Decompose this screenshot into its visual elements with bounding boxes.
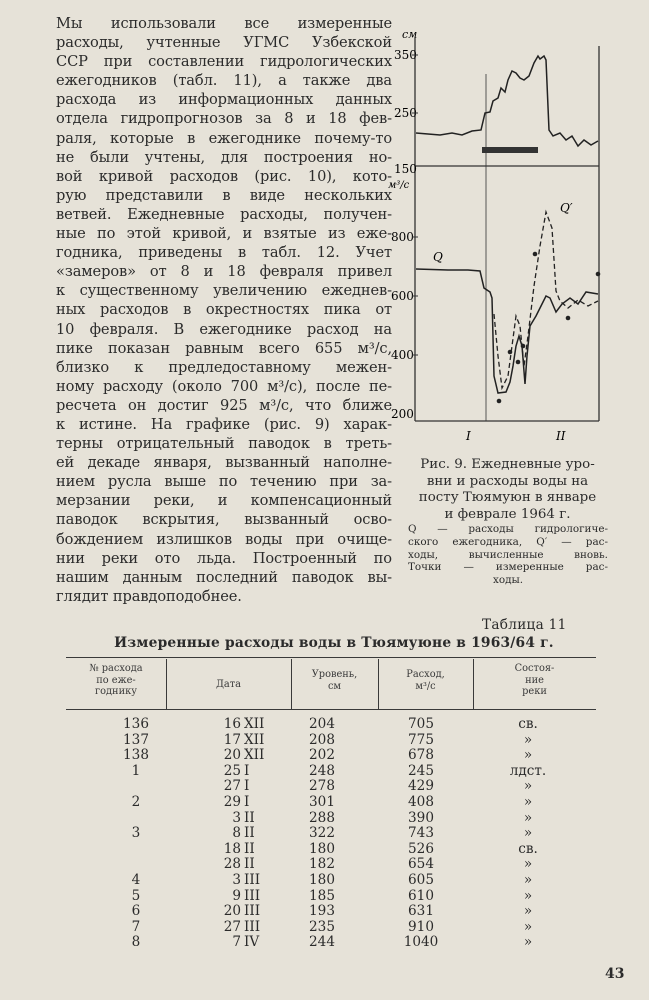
cell-state: » — [523, 778, 533, 795]
ice-period-bar — [482, 147, 538, 153]
cell-num: 5 — [131, 887, 141, 904]
cell-month: II — [244, 856, 255, 873]
cell-day: 17 — [223, 731, 241, 748]
header-state-line: ние — [525, 674, 544, 686]
cell-level: 180 — [309, 872, 335, 888]
header-flow-line: м³/с — [415, 680, 436, 692]
table-row — [66, 888, 596, 904]
table-row — [66, 934, 596, 950]
cell-flow: 678 — [408, 747, 434, 764]
cell-level: 235 — [309, 918, 335, 935]
header-date-line: Дата — [215, 679, 242, 690]
cell-month: XII — [244, 731, 265, 748]
cell-num: 1 — [131, 762, 141, 779]
lower-unit-label: м³/с — [388, 180, 410, 191]
cell-level: 185 — [309, 887, 335, 904]
table-row — [66, 763, 596, 779]
caption-line: посту Тюямуюн в январе — [418, 490, 597, 506]
header-level-line: см — [327, 680, 342, 692]
body-text-line: глядит правдоподобнее. — [56, 587, 242, 605]
cell-num: 2 — [131, 794, 141, 810]
body-text-line: паводок вскрытия, вызванный осво- — [56, 511, 392, 529]
cell-num: 4 — [131, 872, 141, 888]
body-text-line: нии реки ото льда. Построенный по — [56, 549, 392, 567]
body-text-line: к истине. На графике (рис. 9) харак- — [56, 415, 392, 433]
header-num-line: годнику — [94, 686, 137, 698]
upper-tick-150: 150 — [394, 162, 417, 176]
legend-line: ходы. — [492, 574, 524, 587]
cell-level: 278 — [309, 778, 335, 795]
body-text-line: близко к предледоставному межен- — [56, 358, 392, 376]
cell-flow: 610 — [408, 887, 434, 904]
cell-day: 16 — [223, 716, 241, 732]
cell-flow: 705 — [408, 716, 434, 732]
body-text-line: рую представили в виде нескольких — [56, 186, 392, 204]
cell-month: III — [244, 903, 261, 920]
cell-flow: 605 — [408, 872, 434, 888]
body-text-line: ных расходов в окрестностях пика от — [56, 301, 392, 319]
header-flow-line: Расход, — [406, 669, 445, 680]
cell-day: 27 — [223, 918, 241, 935]
page-number: 43 — [605, 966, 625, 982]
cell-day: 7 — [232, 934, 241, 951]
legend-line: Точки — измеренные рас- — [408, 561, 608, 574]
body-text-line: пике показан равным всего 655 м³/с, — [56, 339, 392, 357]
cell-num: 7 — [131, 918, 141, 935]
cell-flow: 743 — [408, 825, 434, 842]
cell-flow: 654 — [408, 856, 434, 873]
header-level — [291, 669, 378, 692]
body-text-line: ССР при составлении гидрологических — [56, 53, 392, 71]
table-row — [66, 903, 596, 919]
body-text-line: не были учтены, для построения но- — [56, 148, 392, 166]
cell-month: II — [244, 840, 255, 857]
table-row — [66, 747, 596, 763]
header-num — [66, 663, 166, 698]
table-top-rule — [66, 657, 596, 658]
cell-level: 301 — [309, 794, 335, 810]
cell-state: лдст. — [509, 762, 547, 779]
body-text-line: раля, которые в ежегоднике почему-то — [56, 129, 392, 147]
body-text-line: к существенному увеличению ежеднев- — [56, 282, 392, 300]
body-text-line: ветвей. Ежедневные расходы, получен- — [56, 205, 392, 223]
header-flow — [378, 669, 473, 692]
q-prime-series-label: Q′ — [560, 201, 573, 215]
table-row — [66, 732, 596, 748]
measured-point — [516, 360, 521, 365]
legend-line: ского ежегодника, Q′ — рас- — [408, 535, 608, 548]
cell-level: 202 — [309, 747, 335, 764]
cell-month: II — [244, 809, 255, 826]
month-label-jan: I — [466, 429, 471, 443]
body-text-line: расхода из информационных данных — [56, 91, 392, 109]
measured-point — [508, 350, 513, 355]
body-text-line: ресчета он достиг 925 м³/с, что ближе — [56, 396, 392, 414]
cell-month: III — [244, 918, 261, 935]
cell-state: » — [523, 747, 533, 764]
table-row — [66, 716, 596, 732]
body-text-line: терны отрицательный паводок в треть- — [56, 435, 392, 453]
body-text-line: нием русла выше по течению при за- — [56, 473, 392, 491]
cell-flow: 1040 — [403, 934, 439, 951]
cell-num: 138 — [123, 747, 149, 764]
cell-month: II — [244, 825, 255, 842]
measured-point — [497, 399, 502, 404]
body-text-line: годника, приведены в табл. 12. Учет — [56, 244, 392, 262]
table-row — [66, 810, 596, 826]
cell-day: 29 — [223, 794, 241, 810]
header-num-line: № расхода — [89, 663, 143, 674]
cell-state: » — [523, 809, 533, 826]
cell-level: 193 — [309, 903, 335, 920]
cell-state: » — [523, 872, 533, 888]
table-row — [66, 794, 596, 810]
cell-level: 204 — [309, 716, 335, 732]
cell-state: » — [523, 731, 533, 748]
cell-state: св. — [518, 840, 538, 857]
cell-level: 288 — [309, 809, 335, 826]
cell-flow: 910 — [408, 918, 434, 935]
cell-day: 20 — [223, 903, 241, 920]
cell-level: 182 — [309, 856, 335, 873]
cell-state: » — [523, 887, 533, 904]
body-text-line: бождением излишков воды при очище- — [56, 530, 392, 548]
header-num-line: по еже- — [96, 674, 136, 686]
cell-day: 8 — [232, 825, 241, 842]
lower-tick-800: 800 — [391, 230, 414, 244]
body-text-line: вой кривой расходов (рис. 10), кото- — [56, 167, 392, 185]
measured-point — [566, 316, 571, 321]
cell-flow: 429 — [408, 778, 434, 795]
figure-legend — [408, 523, 608, 587]
body-text-line: ей декаде января, вызванный наполне- — [56, 454, 392, 472]
legend-line: ходы, вычисленные вновь. — [408, 548, 608, 561]
table-row — [66, 872, 596, 888]
cell-num: 3 — [131, 825, 141, 842]
cell-state: св. — [518, 716, 538, 732]
cell-level: 322 — [309, 825, 335, 842]
cell-day: 20 — [223, 747, 241, 764]
measured-point — [521, 344, 526, 349]
cell-state: » — [523, 856, 533, 873]
lower-tick-400: 400 — [391, 348, 414, 362]
table-number-label: Таблица 11 — [482, 617, 567, 633]
table-title: Измеренные расходы воды в Тюямуюне в 1963/64 г. — [114, 635, 554, 651]
table-row — [66, 856, 596, 872]
measured-point — [533, 252, 538, 257]
body-text-line: расходы, учтенные УГМС Узбекской — [56, 34, 392, 52]
body-text-line: «замеров» от 8 и 18 февраля привел — [56, 263, 392, 281]
lower-tick-200: 200 — [391, 407, 414, 421]
cell-state: » — [523, 903, 533, 920]
cell-level: 208 — [309, 731, 335, 748]
q-yearbook-curve — [416, 269, 598, 393]
q-series-label: Q — [433, 250, 443, 264]
upper-unit-label: см — [402, 28, 418, 41]
cell-flow: 408 — [408, 794, 434, 810]
caption-line: Рис. 9. Ежедневные уро- — [420, 457, 595, 472]
upper-tick-250: 250 — [394, 106, 417, 120]
cell-month: I — [244, 794, 250, 810]
caption-line: и феврале 1964 г. — [444, 506, 571, 522]
table-row — [66, 778, 596, 794]
body-text-line: ному расходу (около 700 м³/с), после пе- — [56, 377, 392, 395]
cell-num: 8 — [131, 934, 141, 951]
cell-day: 27 — [223, 778, 241, 795]
cell-level: 180 — [309, 840, 335, 857]
cell-day: 25 — [223, 762, 241, 779]
cell-flow: 631 — [408, 903, 434, 920]
body-text-line: отдела гидропрогнозов за 8 и 18 фев- — [56, 110, 392, 128]
body-text-line: ежегодников (табл. 11), а также два — [56, 72, 392, 90]
cell-month: XII — [244, 716, 265, 732]
body-text-line: нашим данным последний паводок вы- — [56, 568, 392, 586]
header-level-line: Уровень, — [311, 669, 358, 680]
cell-num: 6 — [131, 903, 141, 920]
cell-state: » — [523, 794, 533, 810]
cell-flow: 390 — [408, 809, 434, 826]
cell-month: IV — [244, 934, 260, 951]
cell-flow: 526 — [408, 840, 434, 857]
body-paragraph — [56, 14, 392, 606]
cell-day: 3 — [232, 809, 241, 826]
cell-month: III — [244, 872, 261, 888]
water-level-curve — [416, 56, 598, 146]
cell-month: I — [244, 762, 250, 779]
cell-day: 3 — [232, 872, 241, 888]
table-row — [66, 919, 596, 935]
level-discharge-figure — [388, 16, 613, 446]
table-row — [66, 825, 596, 841]
cell-num: 137 — [123, 731, 149, 748]
body-text-line: Мы использовали все измеренные — [56, 15, 392, 32]
cell-flow: 775 — [408, 731, 434, 748]
header-state-line: Состоя- — [514, 663, 555, 674]
cell-flow: 245 — [408, 762, 434, 779]
cell-day: 28 — [223, 856, 241, 873]
cell-level: 244 — [309, 934, 335, 951]
lower-tick-600: 600 — [391, 289, 414, 303]
month-label-feb: II — [556, 429, 566, 443]
cell-month: III — [244, 887, 261, 904]
measured-point — [596, 272, 601, 277]
table-header-rule — [66, 709, 596, 710]
cell-day: 18 — [223, 840, 241, 857]
cell-month: I — [244, 778, 250, 795]
cell-state: » — [523, 918, 533, 935]
body-text-line: мерзании реки, и компенсационный — [56, 492, 392, 510]
caption-line: вни и расходы воды на — [426, 473, 589, 489]
cell-level: 248 — [309, 762, 335, 779]
legend-line: Q — расходы гидрологиче- — [408, 523, 608, 535]
cell-state: » — [523, 934, 533, 951]
q-prime-dashed-curve — [494, 212, 598, 388]
header-state — [473, 663, 596, 698]
cell-day: 9 — [232, 887, 241, 904]
table-row — [66, 841, 596, 857]
figure-caption — [405, 457, 610, 523]
cell-num: 136 — [123, 716, 149, 732]
body-text-line: ные по этой кривой, и взятые из еже- — [56, 225, 392, 243]
cell-month: XII — [244, 747, 265, 764]
cell-state: » — [523, 825, 533, 842]
upper-tick-350: 350 — [394, 48, 417, 62]
header-date — [166, 679, 291, 691]
body-text-line: 10 февраля. В ежегоднике расход на — [56, 320, 392, 338]
measured-discharge-table — [66, 657, 596, 957]
header-state-line: реки — [522, 686, 547, 698]
